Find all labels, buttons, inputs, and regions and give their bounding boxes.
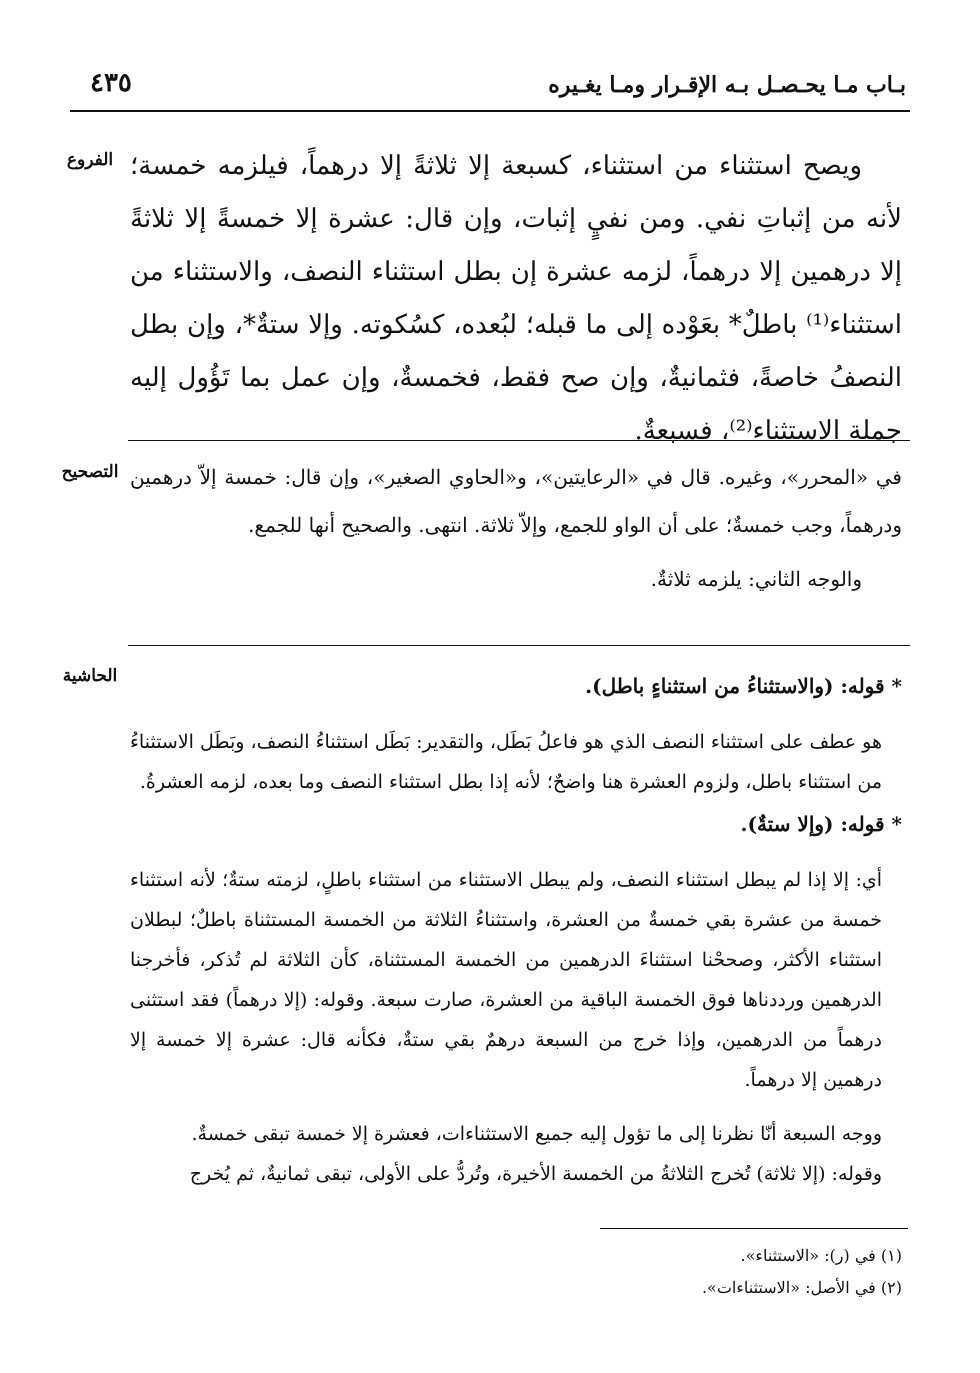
tashih-paragraph-2: والوجه الثاني: يلزمه ثلاثةٌ. [650, 567, 862, 591]
tashih-text-block [130, 453, 902, 603]
footnote-1: (١) في (ر): «الاستثناء». [740, 1246, 902, 1265]
hashiya-commentary-2: أي: إلا إذا لم يبطل استثناء النصف، ولم يبطل الاستثناء من استثناء باطلٍ، لزمته ستةٌ؛ لأنه استثناء خمسة من عشرة بقي خمسةٌ من العشرة، واستثناءُ الثلاثة من الخمسة المستثناة باطلٌ؛ لبطلان استثناء الأكثر، وصححْنا استثناءَ الدرهمين من الخمسة المستثناة، كأن الثلاثة لم تُذكر، فأخرجنا الدرهمين ورددناها فوق الخمسة الباقية من العشرة، صارت سبعة. وقوله: (إلا درهماً) فقد استثنى درهماً من الدرهمين، وإذا خرج من السبعة درهمٌ بقي ستةٌ، فكأنه قال: عشرة إلا خمسة إلا درهمين إلا درهماً. [130, 869, 882, 1091]
header-rule [70, 110, 910, 112]
hashiya-quote-heading-1: * قوله: (والاستثناءُ من استثناءٍ باطل). [585, 674, 902, 698]
section-divider-2 [128, 645, 910, 646]
hashiya-quote-heading-2: * قوله: (وإلا ستةٌ). [740, 812, 902, 836]
furu-paragraph: ويصح استثناء من استثناء، كسبعة إلا ثلاثةً إلا درهماً، فيلزمه خمسة؛ لأنه من إثباتِ نفي. ومن نفيٍ إثبات، وإن قال: عشرة إلا خمسةً إلا ثلاثةً إلا درهمين إلا درهماً، لزمه عشرة إن بطل استثناء النصف، والاستثناء من استثناء⁽¹⁾ باطلٌ* بعَوْده إلى ما قبله؛ لبُعده، كسُكوته. وإلا ستةٌ*، وإن بطل النصفُ خاصةً، فثمانيةٌ، وإن صح فقط، فخمسةٌ، وإن عمل بما تَؤُول إليه جملة الاستثناء⁽²⁾، فسبعةٌ. [130, 151, 903, 446]
furu-text-block [130, 140, 902, 458]
hashiya-paragraph-4: وقوله: (إلا ثلاثة) تُخرج الثلاثةُ من الخمسة الأخيرة، وتُردُّ على الأولى، تبقى ثمانيةٌ، ثم يُخرج [189, 1163, 882, 1185]
running-header-title: بـاب مـا يحـصـل بـه الإقـرار ومـا يغـيره [548, 72, 906, 98]
footnote-2: (٢) في الأصل: «الاستثناءات». [701, 1278, 902, 1297]
section-label-tashih: التصحيح [61, 462, 119, 482]
hashiya-text-block [130, 664, 902, 1194]
section-label-furu: الفروع [66, 150, 114, 170]
section-divider-1 [128, 440, 910, 441]
page-number: ٤٣٥ [90, 68, 132, 98]
hashiya-commentary-1: هو عطف على استثناء النصف الذي هو فاعلُ بَطَل، والتقدير: بَطَل استثناءُ النصف، وبَطَل الاستثناءُ من استثناء باطل، ولزوم العشرة هنا واضحٌ؛ لأنه إذا بطل استثناء النصف وما بعده، لزمه العشرةُ. [130, 731, 882, 793]
hashiya-paragraph-3: ووجه السبعة أنّا نظرنا إلى ما تؤول إليه جميع الاستثناءات، فعشرة إلا خمسة تبقى خمسةٌ. [191, 1123, 882, 1145]
section-label-hashiya: الحاشية [62, 666, 118, 686]
footnote-rule [600, 1228, 908, 1229]
tashih-paragraph-1: في «المحرر»، وغيره. قال في «الرعايتين»، و«الحاوي الصغير»، وإن قال: خمسة إلاّ درهمين ودرهماً، وجب خمسةٌ؛ على أن الواو للجمع، وإلاّ ثلاثة. انتهى. والصحيح أنها للجمع. [130, 465, 902, 537]
footnotes-block [400, 1240, 902, 1304]
